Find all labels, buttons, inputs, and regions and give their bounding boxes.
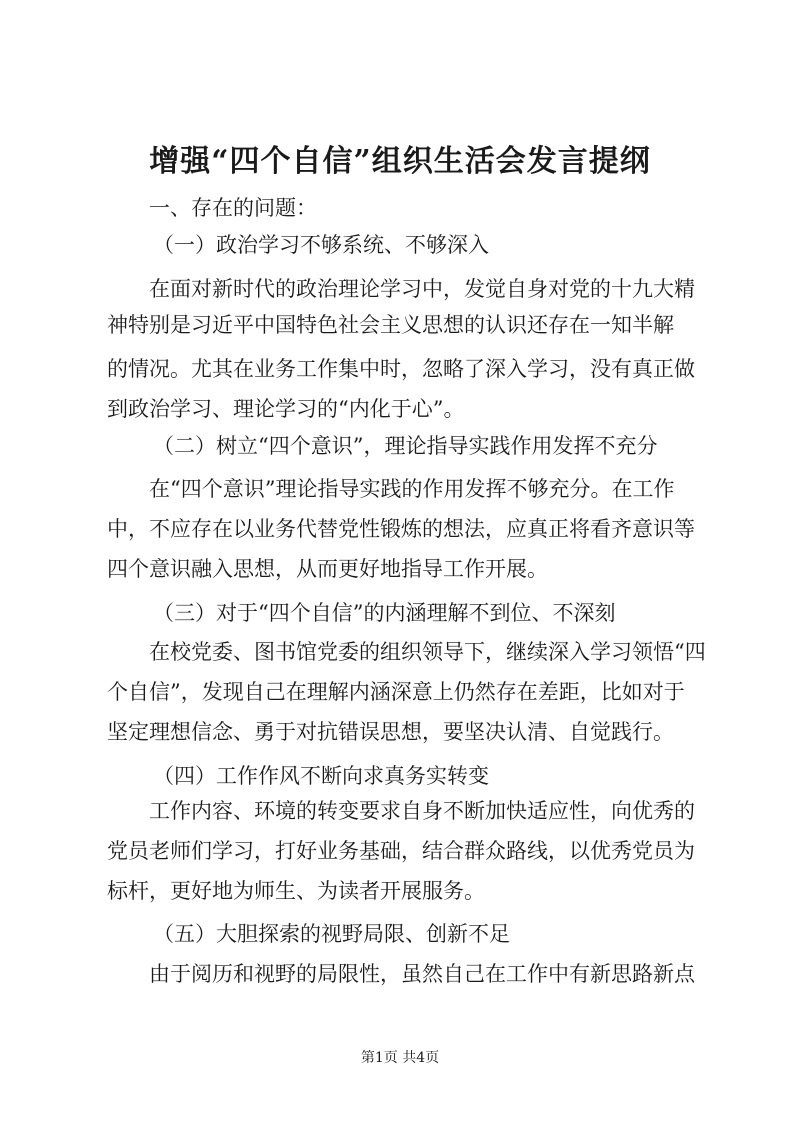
paragraph-line: 的情况。尤其在业务工作集中时，忽略了深入学习，没有真正做	[107, 357, 695, 381]
paragraph-line: 由于阅历和视野的局限性，虽然自己在工作中有新思路新点	[149, 962, 695, 986]
paragraph-line: 在校党委、图书馆党委的组织领导下，继续深入学习领悟“四	[149, 640, 706, 664]
paragraph-line: 中，不应存在以业务代替党性锻炼的想法，应真正将看齐意识等	[107, 517, 695, 541]
subsection-heading: （五）大胆探索的视野局限、创新不足	[153, 922, 510, 946]
subsection-heading: （三）对于“四个自信”的内涵理解不到位、不深刻	[153, 601, 616, 625]
document-title: 增强“四个自信”组织生活会发言提纲	[149, 144, 651, 179]
section-heading: 一、存在的问题：	[149, 196, 317, 220]
subsection-heading: （二）树立“四个意识”，理论指导实践作用发挥不充分	[153, 434, 658, 458]
paragraph-line: 神特别是习近平中国特色社会主义思想的认识还存在一知半解	[107, 313, 674, 337]
page-footer: 第1页 共4页	[360, 1050, 440, 1066]
paragraph-line: 在面对新时代的政治理论学习中，发觉自身对党的十九大精	[149, 277, 695, 301]
paragraph-line: 在“四个意识”理论指导实践的作用发挥不够充分。在工作	[149, 477, 675, 501]
subsection-heading: （四）工作作风不断向求真务实转变	[153, 764, 489, 788]
paragraph-line: 工作内容、环境的转变要求自身不断加快适应性，向优秀的	[149, 799, 695, 823]
paragraph-line: 个自信”，发现自己在理解内涵深意上仍然存在差距，比如对于	[107, 680, 685, 704]
paragraph-line: 到政治学习、理论学习的“内化于心”。	[107, 397, 465, 421]
paragraph-line: 四个意识融入思想，从而更好地指导工作开展。	[107, 557, 548, 581]
paragraph-line: 党员老师们学习，打好业务基础，结合群众路线，以优秀党员为	[107, 839, 695, 863]
subsection-heading: （一）政治学习不够系统、不够深入	[153, 233, 489, 257]
paragraph-line: 标杆，更好地为师生、为读者开展服务。	[107, 879, 485, 903]
paragraph-line: 坚定理想信念、勇于对抗错误思想，要坚决认清、自觉践行。	[107, 720, 674, 744]
